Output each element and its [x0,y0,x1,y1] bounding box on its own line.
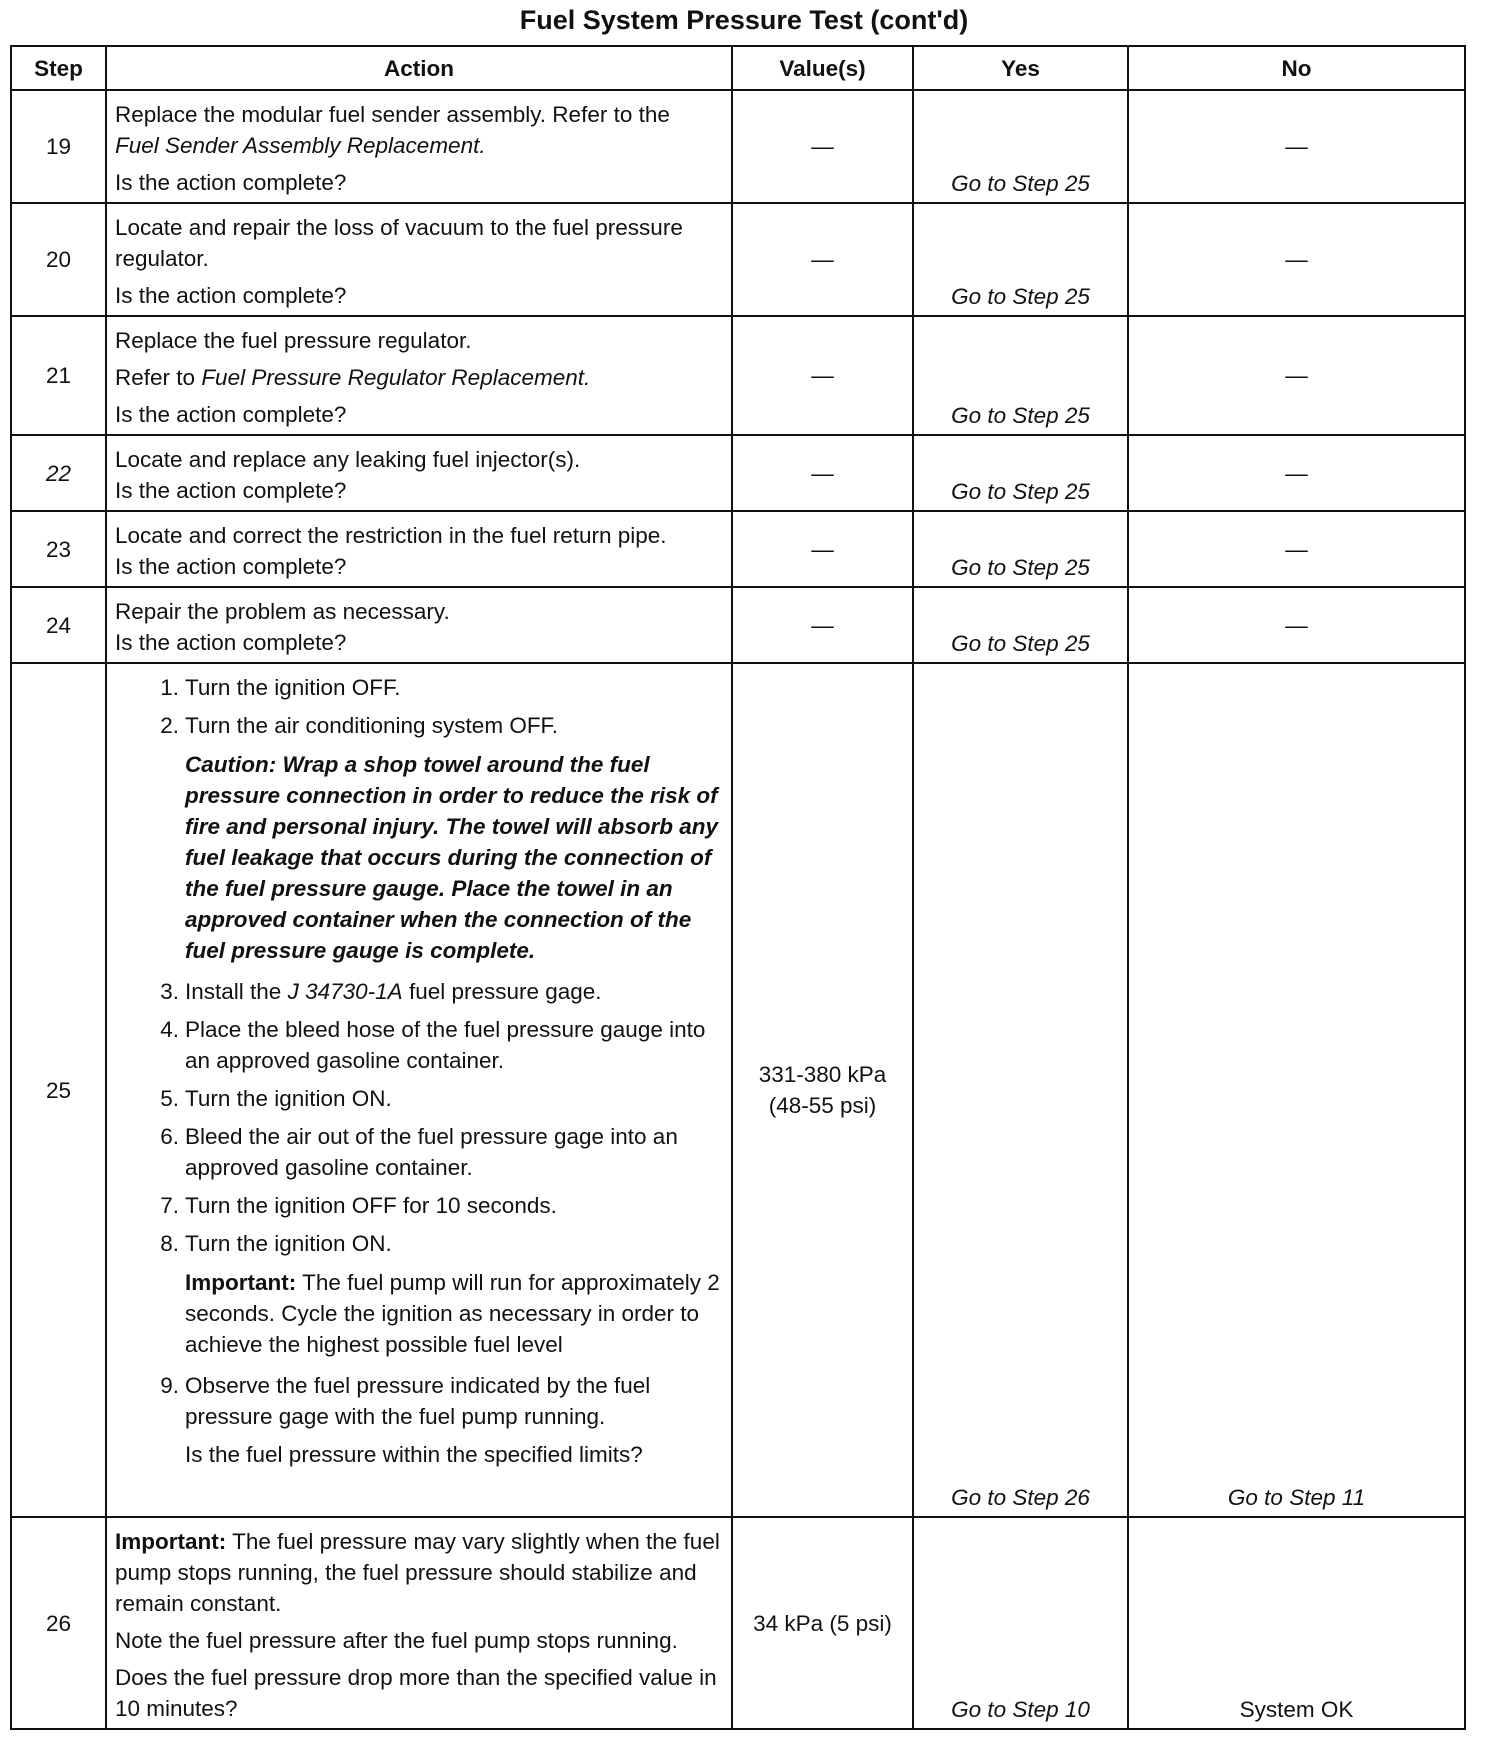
list-item-number: 9. [160,1373,179,1398]
no-cell: — [1128,90,1465,203]
action-question: Is the fuel pressure within the specified limits? [185,1442,643,1467]
list-item [149,672,725,703]
header-yes: Yes [913,46,1128,90]
action-cell [106,511,732,587]
action-cell [106,90,732,203]
value-cell: — [732,90,913,203]
step-number: 19 [11,90,106,203]
list-item-text: Turn the ignition OFF for 10 seconds. [185,1193,557,1218]
caution-note: Caution: Wrap a shop towel around the fuel pressure connection in order to reduce the risk of fire and personal injury. The towel will absorb any fuel leakage that occurs during the connection of the fuel pressure gauge. Place the towel in an approved container when the connection of the fuel pressure gauge is complete. [185,752,719,963]
action-cell [106,1517,732,1729]
action-cell [106,435,732,511]
list-item-text: Turn the ignition ON. [185,1231,392,1256]
action-cell [106,663,732,1517]
action-reference-prefix: Refer to [115,365,196,390]
action-reference-line [115,362,725,393]
value-cell: — [732,316,913,435]
table-row [11,435,1465,511]
action-question: Does the fuel pressure drop more than the specified value in 10 minutes? [115,1665,717,1721]
yes-cell: Go to Step 26 [913,663,1128,1517]
header-no: No [1128,46,1465,90]
procedure-list [115,672,725,741]
action-question: Is the action complete? [115,554,347,579]
list-item-text: Turn the air conditioning system OFF. [185,713,559,738]
step-number: 25 [11,663,106,1517]
yes-cell: Go to Step 25 [913,203,1128,316]
action-cell [106,203,732,316]
action-text: Replace the fuel pressure regulator. [115,328,472,353]
list-item-text: Bleed the air out of the fuel pressure gage into an approved gasoline container. [185,1124,678,1180]
step-number: 20 [11,203,106,316]
action-reference: Fuel Pressure Regulator Replacement. [201,365,591,390]
header-row [11,46,1465,90]
table-row [11,316,1465,435]
step-number: 21 [11,316,106,435]
table-row [11,663,1465,1517]
table-row [11,90,1465,203]
action-text: Note the fuel pressure after the fuel pump stops running. [115,1628,678,1653]
list-item [149,1121,725,1183]
yes-cell: Go to Step 25 [913,90,1128,203]
action-text: Repair the problem as necessary. [115,599,450,624]
table-row [11,511,1465,587]
list-item [149,1190,725,1221]
tool-reference: J 34730-1A [287,979,403,1004]
header-action: Action [106,46,732,90]
action-question: Is the action complete? [115,402,347,427]
list-item-number: 2. [160,713,179,738]
action-text: Replace the modular fuel sender assembly. Refer to the [115,102,670,127]
list-item-number: 7. [160,1193,179,1218]
important-label: Important: [185,1270,297,1295]
action-text: Locate and correct the restriction in the fuel return pipe. [115,523,667,548]
yes-cell: Go to Step 25 [913,587,1128,663]
page-title: Fuel System Pressure Test (cont'd) [519,5,969,35]
important-note [115,1267,725,1360]
table-row [11,587,1465,663]
list-item-text: Place the bleed hose of the fuel pressure gauge into an approved gasoline container. [185,1017,706,1073]
no-cell: — [1128,587,1465,663]
action-question: Is the action complete? [115,170,347,195]
list-item-number: 3. [160,979,179,1004]
procedure-list [115,1370,725,1432]
yes-cell: Go to Step 25 [913,316,1128,435]
important-text: The fuel pump will run for approximately 2 seconds. Cycle the ignition as necessary in order to achieve the highest possible fuel level [185,1270,720,1357]
action-cell [106,316,732,435]
step-number: 22 [11,435,106,511]
yes-cell: Go to Step 25 [913,435,1128,511]
value-cell: — [732,587,913,663]
step-number: 23 [11,511,106,587]
list-item-text: Turn the ignition ON. [185,1086,392,1111]
no-cell: — [1128,511,1465,587]
list-item-number: 1. [160,675,179,700]
list-item-number: 8. [160,1231,179,1256]
table-row [11,203,1465,316]
list-item-text: Turn the ignition OFF. [185,675,401,700]
list-item [149,710,725,741]
list-item-number: 5. [160,1086,179,1111]
list-item [149,1083,725,1114]
no-cell: System OK [1128,1517,1465,1729]
value-psi: (48-55 psi) [768,1093,877,1118]
action-text: Locate and replace any leaking fuel injector(s). [115,447,581,472]
list-item-text: Install the [185,979,282,1004]
step-number: 24 [11,587,106,663]
list-item-number: 6. [160,1124,179,1149]
action-text: Locate and repair the loss of vacuum to the fuel pressure regulator. [115,215,683,271]
list-item [149,1370,725,1432]
no-cell: — [1128,203,1465,316]
no-cell: Go to Step 11 [1128,663,1465,1517]
no-cell: — [1128,316,1465,435]
list-item [149,1014,725,1076]
value-cell: — [732,511,913,587]
action-question: Is the action complete? [115,630,347,655]
table-row [11,1517,1465,1729]
value-cell: — [732,435,913,511]
yes-cell: Go to Step 10 [913,1517,1128,1729]
list-item [149,976,725,1007]
value-kpa: 331-380 kPa [758,1062,887,1087]
action-question: Is the action complete? [115,283,347,308]
step-number: 26 [11,1517,106,1729]
action-reference: Fuel Sender Assembly Replacement. [115,133,486,158]
list-item-number: 4. [160,1017,179,1042]
list-item-text: Observe the fuel pressure indicated by the fuel pressure gage with the fuel pump running. [185,1373,651,1429]
action-question: Is the action complete? [115,478,347,503]
header-step: Step [11,46,106,90]
value-cell: — [732,203,913,316]
action-cell [106,587,732,663]
no-cell: — [1128,435,1465,511]
value-cell [732,663,913,1517]
important-note [115,1526,725,1619]
list-item [149,1228,725,1259]
yes-cell: Go to Step 25 [913,511,1128,587]
header-values: Value(s) [732,46,913,90]
important-text: The fuel pressure may vary slightly when the fuel pump stops running, the fuel pressure should stabilize and remain constant. [115,1529,720,1616]
important-label: Important: [115,1529,227,1554]
value-cell: 34 kPa (5 psi) [732,1517,913,1729]
list-item-text: fuel pressure gage. [408,979,602,1004]
procedure-list [115,976,725,1259]
procedure-table [10,45,1466,1730]
